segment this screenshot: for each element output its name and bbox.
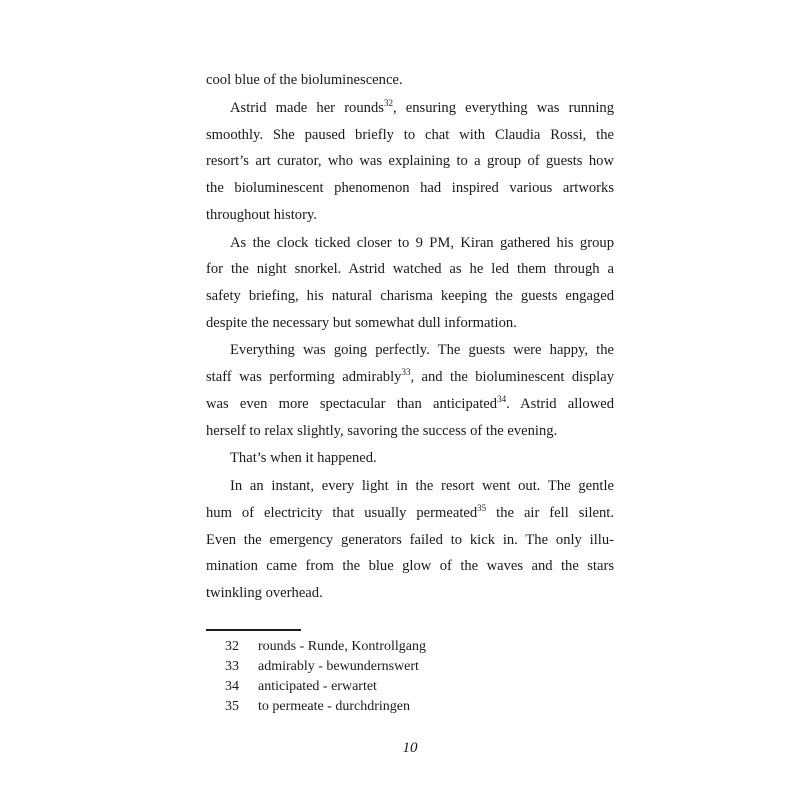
text-segment: In an instant, every light in the resort went out. The gentle xyxy=(230,478,614,495)
text-segment: herself to relax slightly, savoring the success of the evening. xyxy=(206,422,558,439)
text-segment: Everything was going perfectly. The guests were happy, the xyxy=(230,342,614,359)
text-line xyxy=(206,580,614,607)
text-segment: safety briefing, his natural charisma keeping the guests engaged xyxy=(206,287,614,304)
text-segment: , and the bioluminescent display xyxy=(410,369,615,386)
footnote-text: to permeate - durchdringen xyxy=(258,699,410,714)
text-segment: resort’s art curator, who was explaining to a group of guests how xyxy=(206,153,614,170)
text-line xyxy=(206,364,614,391)
text-line xyxy=(206,256,614,283)
footnote-number: 32 xyxy=(225,639,239,654)
text-segment: hum of electricity that usually permeated xyxy=(206,504,478,521)
text-segment: mination came from the blue glow of the waves and the stars xyxy=(206,558,614,575)
page-number: 10 xyxy=(402,740,418,756)
footnote-reference[interactable]: 35 xyxy=(477,502,487,513)
footnote xyxy=(206,697,426,717)
footnote-text: rounds - Runde, Kontrollgang xyxy=(258,639,426,654)
footnote-reference[interactable]: 32 xyxy=(383,97,393,108)
text-line xyxy=(206,148,614,175)
text-line xyxy=(206,283,614,310)
paragraph xyxy=(206,445,614,472)
paragraph xyxy=(206,230,614,337)
text-segment: was even more spectacular than anticipated xyxy=(206,395,498,412)
footnote xyxy=(206,637,426,657)
text-line xyxy=(206,95,614,122)
footnotes xyxy=(206,637,426,717)
paragraph xyxy=(206,473,614,606)
text-segment: for the night snorkel. Astrid watched as he led them through a xyxy=(206,261,614,278)
text-line xyxy=(206,175,614,202)
text-segment: smoothly. She paused briefly to chat with Claudia Rossi, the xyxy=(206,126,614,143)
text-line xyxy=(206,391,614,418)
footnote-reference[interactable]: 33 xyxy=(401,367,411,378)
text-segment: staff was performing admirably xyxy=(206,369,402,386)
text-line xyxy=(206,67,614,94)
body-text xyxy=(206,67,614,608)
text-segment: Even the emergency generators failed to kick in. The only illu- xyxy=(206,531,614,548)
text-segment: cool blue of the bioluminescence. xyxy=(206,72,403,88)
footnote-reference[interactable]: 34 xyxy=(497,393,507,404)
text-segment: the air fell silent. xyxy=(486,504,615,521)
footnote-divider xyxy=(206,629,301,631)
paragraph xyxy=(206,337,614,444)
text-segment: despite the necessary but somewhat dull information. xyxy=(206,314,517,331)
text-segment: That’s when it happened. xyxy=(230,450,377,467)
text-line xyxy=(206,418,614,445)
footnote-text: admirably - bewundernswert xyxy=(258,659,419,674)
text-segment: twinkling overhead. xyxy=(206,585,323,601)
text-segment: . Astrid allowed xyxy=(506,395,615,412)
footnote-number: 33 xyxy=(225,659,239,674)
text-line xyxy=(206,230,614,257)
text-line xyxy=(206,527,614,554)
text-line xyxy=(206,202,614,229)
footnote-number: 34 xyxy=(225,679,239,694)
footnote xyxy=(206,677,426,697)
text-line xyxy=(206,473,614,500)
paragraph xyxy=(206,67,614,94)
text-segment: the bioluminescent phenomenon had inspired various artworks xyxy=(206,179,614,196)
text-line xyxy=(206,500,614,527)
footnote-text: anticipated - erwartet xyxy=(258,679,377,694)
text-segment: throughout history. xyxy=(206,206,317,223)
text-line xyxy=(206,122,614,149)
paragraph xyxy=(206,95,614,228)
text-segment: Astrid made her rounds xyxy=(230,99,384,116)
text-line xyxy=(206,553,614,580)
text-line xyxy=(206,445,614,472)
text-segment: , ensuring everything was running xyxy=(392,99,614,116)
footnote xyxy=(206,657,426,677)
text-line xyxy=(206,310,614,337)
text-segment: As the clock ticked closer to 9 PM, Kiran gathered his group xyxy=(230,234,614,251)
footnote-number: 35 xyxy=(225,699,239,714)
text-line xyxy=(206,337,614,364)
